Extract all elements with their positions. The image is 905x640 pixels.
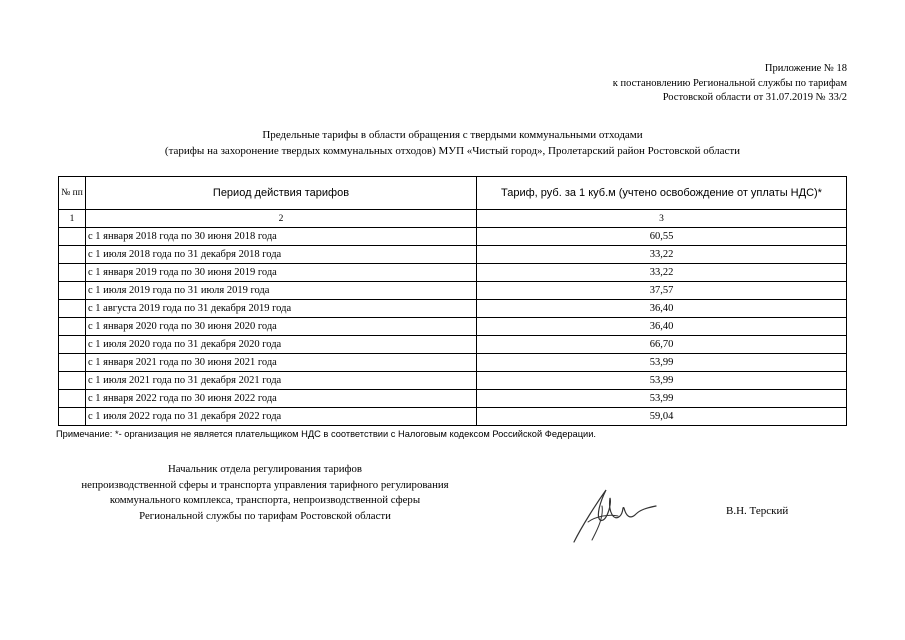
tariff-value-cell: 36,40 <box>477 300 847 318</box>
document-title <box>0 127 905 159</box>
signer-name: В.Н. Терский <box>726 505 789 517</box>
signer-line: коммунального комплекса, транспорта, непроизводственной сферы <box>109 494 421 506</box>
period-cell: с 1 июля 2019 года по 31 июля 2019 года <box>86 282 477 300</box>
header-period: Период действия тарифов <box>86 177 477 210</box>
column-index: 2 <box>86 210 477 228</box>
row-number-cell <box>59 354 86 372</box>
table-row <box>59 300 847 318</box>
appendix-line: Приложение № 18 <box>764 63 847 74</box>
table-row <box>59 282 847 300</box>
table-row <box>59 228 847 246</box>
table-row <box>59 246 847 264</box>
row-number-cell <box>59 336 86 354</box>
title-line: (тарифы на захоронение твердых коммунальных отходов) МУП «Чистый город», Пролетарский район Ростовской области <box>164 145 741 157</box>
period-cell: с 1 июля 2021 года по 31 декабря 2021 года <box>86 372 477 390</box>
tariff-table-body <box>59 228 847 426</box>
period-cell: с 1 августа 2019 года по 31 декабря 2019 года <box>86 300 477 318</box>
row-number-cell <box>59 282 86 300</box>
period-cell: с 1 января 2018 года по 30 июня 2018 года <box>86 228 477 246</box>
appendix-line: Ростовской области от 31.07.2019 № 33/2 <box>662 92 847 103</box>
row-number-cell <box>59 372 86 390</box>
column-index: 3 <box>477 210 847 228</box>
row-number-cell <box>59 300 86 318</box>
tariff-value-cell: 53,99 <box>477 372 847 390</box>
tariff-value-cell: 59,04 <box>477 408 847 426</box>
row-number-cell <box>59 408 86 426</box>
period-cell: с 1 января 2021 года по 30 июня 2021 года <box>86 354 477 372</box>
row-number-cell <box>59 390 86 408</box>
header-number: № пп <box>59 177 86 210</box>
period-cell: с 1 июля 2018 года по 31 декабря 2018 года <box>86 246 477 264</box>
column-index: 1 <box>59 210 86 228</box>
period-cell: с 1 января 2020 года по 30 июня 2020 года <box>86 318 477 336</box>
appendix-line: к постановлению Региональной службы по тарифам <box>612 77 847 89</box>
tariff-value-cell: 53,99 <box>477 354 847 372</box>
table-header-row <box>59 177 847 210</box>
row-number-cell <box>59 318 86 336</box>
row-number-cell <box>59 246 86 264</box>
tariff-value-cell: 33,22 <box>477 246 847 264</box>
header-tariff: Тариф, руб. за 1 куб.м (учтено освобождение от уплаты НДС)* <box>477 177 847 210</box>
table-row <box>59 390 847 408</box>
signer-title <box>30 462 500 524</box>
signer-line: Начальник отдела регулирования тарифов <box>167 463 363 475</box>
handwritten-signature <box>566 486 666 548</box>
tariff-value-cell: 36,40 <box>477 318 847 336</box>
signer-line: непроизводственной сферы и транспорта управления тарифного регулирования <box>81 478 449 491</box>
title-line: Предельные тарифы в области обращения с твердыми коммунальными отходами <box>262 129 643 141</box>
table-row <box>59 408 847 426</box>
tariff-value-cell: 37,57 <box>477 282 847 300</box>
appendix-block <box>613 62 847 106</box>
table-row <box>59 318 847 336</box>
period-cell: с 1 января 2019 года по 30 июня 2019 года <box>86 264 477 282</box>
footnote: Примечание: *- организация не является плательщиком НДС в соответствии с Налоговым кодексом Российской Федерации. <box>56 429 597 439</box>
row-number-cell <box>59 264 86 282</box>
tariff-value-cell: 66,70 <box>477 336 847 354</box>
signer-line: Региональной службы по тарифам Ростовской области <box>139 509 391 522</box>
column-index-row <box>59 210 847 228</box>
period-cell: с 1 января 2022 года по 30 июня 2022 года <box>86 390 477 408</box>
table-row <box>59 336 847 354</box>
period-cell: с 1 июля 2022 года по 31 декабря 2022 года <box>86 408 477 426</box>
row-number-cell <box>59 228 86 246</box>
tariff-value-cell: 53,99 <box>477 390 847 408</box>
table-row <box>59 264 847 282</box>
table-row <box>59 372 847 390</box>
tariff-value-cell: 33,22 <box>477 264 847 282</box>
tariff-table <box>58 176 847 426</box>
tariff-value-cell: 60,55 <box>477 228 847 246</box>
table-row <box>59 354 847 372</box>
period-cell: с 1 июля 2020 года по 31 декабря 2020 года <box>86 336 477 354</box>
